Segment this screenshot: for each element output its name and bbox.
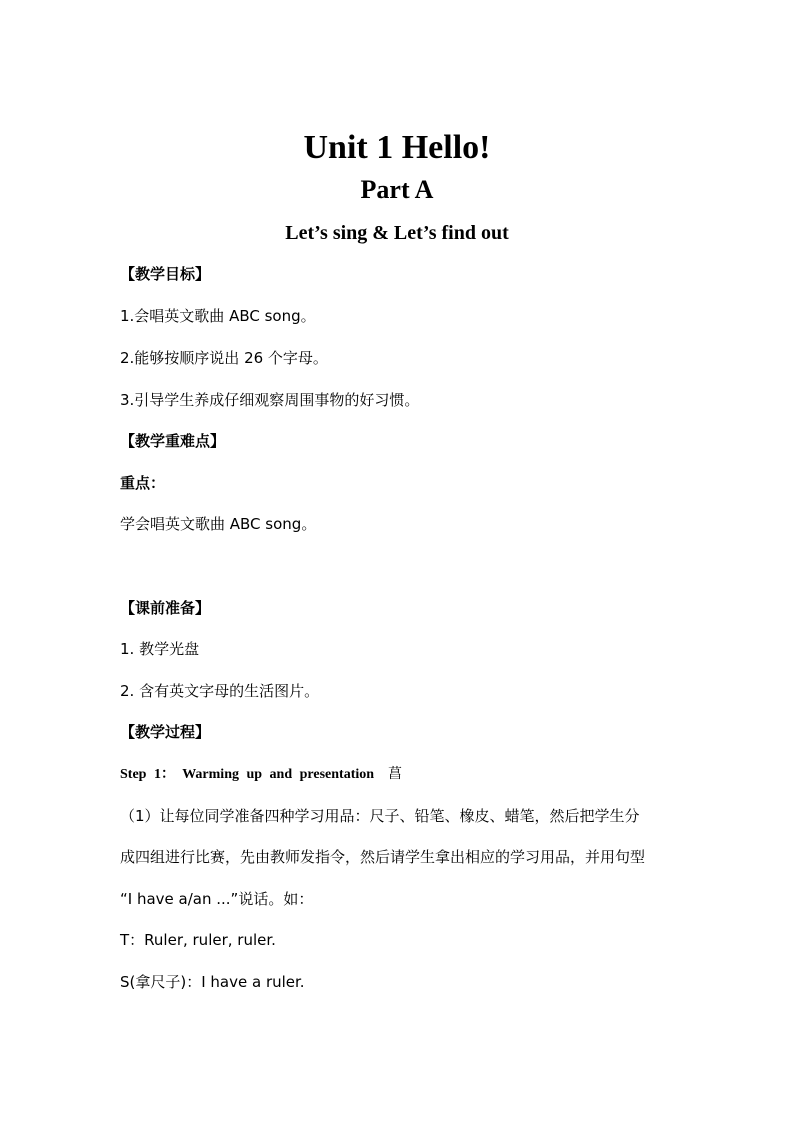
objectives-heading: 【教学目标】 — [120, 265, 211, 283]
objective-item: 1.会唱英文歌曲 ABC song。 — [120, 307, 316, 325]
preparation-item: 1. 教学光盘 — [120, 640, 200, 658]
dialogue-line: S(拿尺子)：I have a ruler. — [120, 973, 305, 991]
step-1-title — [120, 763, 402, 786]
step-1-mark: 菖 — [388, 766, 403, 782]
dialogue-line: T：Ruler, ruler, ruler. — [120, 931, 276, 949]
objective-item: 2.能够按顺序说出 26 个字母。 — [120, 349, 328, 367]
step-1-label: Step 1： Warming up and presentation — [120, 767, 375, 782]
objective-item: 3.引导学生养成仔细观察周围事物的好习惯。 — [120, 391, 420, 409]
document-title: Unit 1 Hello! — [303, 129, 491, 166]
lesson-title: Let’s sing & Let’s find out — [285, 222, 509, 244]
process-heading: 【教学过程】 — [120, 723, 211, 741]
preparation-heading: 【课前准备】 — [120, 599, 211, 617]
key-point-text: 学会唱英文歌曲 ABC song。 — [120, 515, 317, 533]
paragraph-line: 成四组进行比赛，先由教师发指令，然后请学生拿出相应的学习用品，并用句型 — [120, 848, 646, 866]
paragraph-line: （1）让每位同学准备四种学习用品：尺子、铅笔、橡皮、蜡笔，然后把学生分 — [120, 807, 640, 825]
paragraph-line: “I have a/an ...”说话。如： — [120, 890, 314, 908]
key-point-label: 重点： — [120, 474, 166, 492]
key-points-heading: 【教学重难点】 — [120, 432, 226, 450]
preparation-item: 2. 含有英文字母的生活图片。 — [120, 682, 320, 700]
document-subtitle: Part A — [360, 175, 434, 204]
